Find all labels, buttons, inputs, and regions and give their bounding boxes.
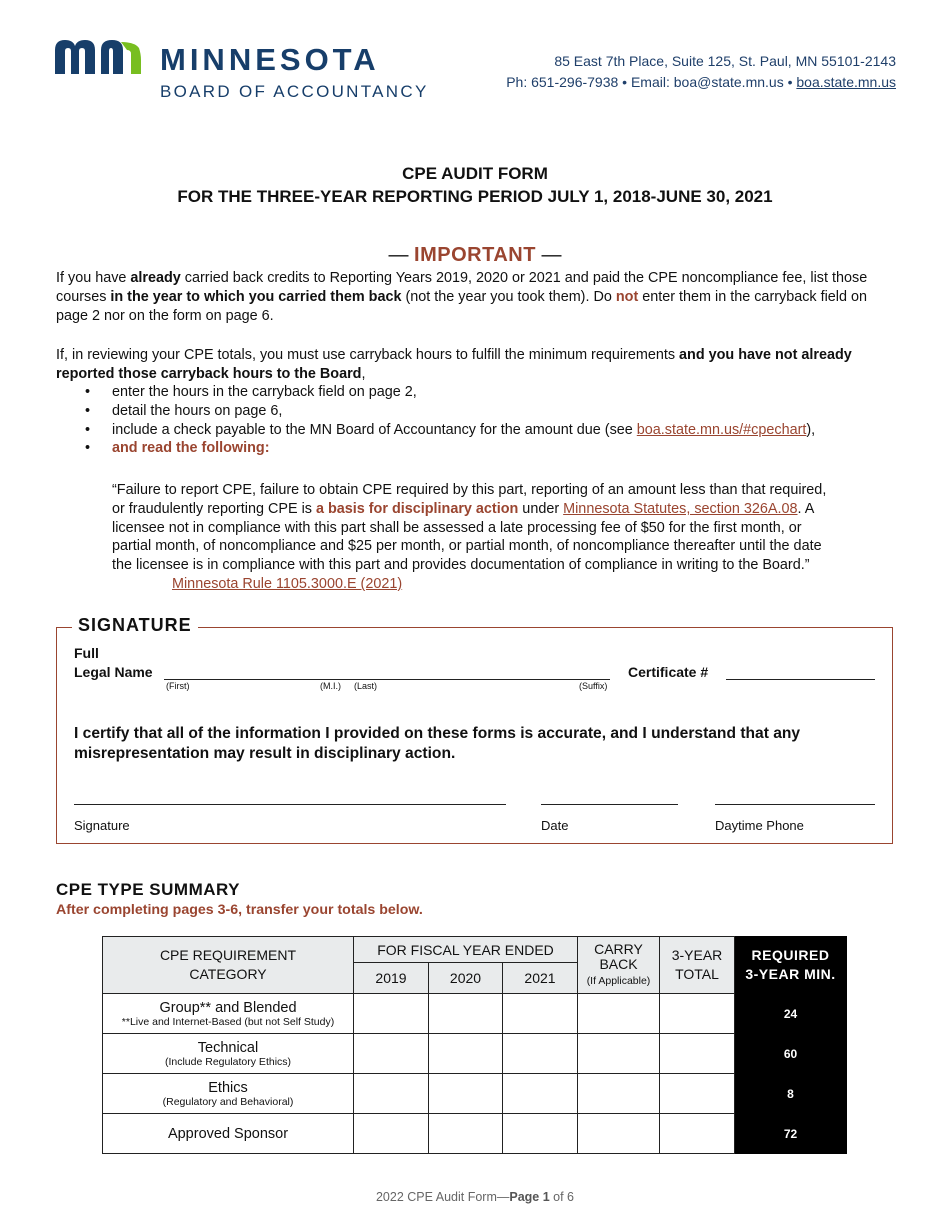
text-bold: already bbox=[130, 270, 181, 286]
hours-input[interactable] bbox=[429, 994, 503, 1034]
hours-input[interactable] bbox=[503, 994, 578, 1034]
mn-logo-icon bbox=[55, 38, 141, 74]
header-text: TOTAL bbox=[675, 966, 719, 982]
text: If, in reviewing your CPE totals, you must use carryback hours to fulfill the minimum requirements bbox=[56, 347, 680, 363]
header-text: (If Applicable) bbox=[586, 974, 651, 987]
hours-input[interactable] bbox=[578, 1114, 660, 1154]
org-subtitle: BOARD OF ACCOUNTANCY bbox=[160, 82, 429, 101]
hours-input[interactable] bbox=[503, 1034, 578, 1074]
text: (not the year you took them). Do bbox=[401, 288, 616, 305]
text: enter them in the carryback field on page 2 nor on the form on page 6. bbox=[56, 288, 868, 324]
category-cell bbox=[103, 994, 354, 1034]
certification-statement: I certify that all of the information I provided on these forms is accurate, and I understand that any misrepresentation may result in disciplinary action. bbox=[74, 725, 801, 762]
mi-hint: (M.I.) bbox=[320, 681, 341, 691]
category-note: (Regulatory and Behavioral) bbox=[162, 1095, 294, 1108]
header-text: REQUIRED bbox=[751, 947, 830, 963]
required-value: 24 bbox=[735, 994, 847, 1034]
text: “Failure to report CPE, failure to obtain CPE required by this part, reporting of an amount less than that required, or fraudulently reporting CPE is bbox=[112, 482, 827, 517]
header-text: CPE REQUIREMENT bbox=[159, 947, 297, 963]
required-value: 60 bbox=[735, 1034, 847, 1074]
dash-right: — bbox=[535, 244, 562, 266]
cpe-summary-table bbox=[102, 936, 847, 1154]
text: enter the hours in the carryback field on page 2, bbox=[112, 384, 417, 400]
cpe-chart-link[interactable]: boa.state.mn.us/#cpechart bbox=[636, 421, 807, 438]
text: include a check payable to the MN Board of Accountancy for the amount due (see bbox=[112, 421, 637, 438]
contact-text: Ph: 651-296-7938 • Email: boa@state.mn.us • bbox=[506, 74, 797, 90]
header-text: 3-YEAR bbox=[671, 947, 723, 963]
rule-link[interactable]: Minnesota Rule 1105.3000.E (2021) bbox=[172, 575, 403, 592]
important-label: IMPORTANT bbox=[414, 244, 536, 266]
header-text: CATEGORY bbox=[189, 966, 267, 982]
org-name: MINNESOTA bbox=[160, 42, 380, 77]
date-label: Date bbox=[541, 818, 569, 833]
hours-input[interactable] bbox=[354, 1114, 429, 1154]
page-footer bbox=[0, 1190, 950, 1204]
text-bold: a basis for disciplinary action bbox=[315, 500, 519, 517]
important-paragraph-1 bbox=[56, 269, 886, 325]
table-row bbox=[103, 1074, 847, 1114]
text: If you have bbox=[56, 270, 131, 286]
certificate-label: Certificate # bbox=[628, 664, 709, 680]
category-name: Ethics bbox=[208, 1079, 248, 1096]
list-item bbox=[85, 421, 905, 440]
year-header: 2019 bbox=[354, 963, 429, 994]
address: 85 East 7th Place, Suite 125, St. Paul, MN 55101-2143 bbox=[554, 53, 896, 69]
category-name: Group** and Blended bbox=[159, 999, 297, 1016]
required-header bbox=[735, 937, 847, 994]
important-paragraph-2 bbox=[56, 346, 876, 384]
table-row bbox=[103, 1114, 847, 1154]
phone-label: Daytime Phone bbox=[715, 818, 804, 833]
contact-line bbox=[506, 74, 896, 90]
hours-input[interactable] bbox=[578, 1034, 660, 1074]
category-name: Technical bbox=[197, 1039, 259, 1056]
hours-input[interactable] bbox=[578, 994, 660, 1034]
hours-input[interactable] bbox=[503, 1114, 578, 1154]
list-item bbox=[85, 402, 905, 421]
page-number: Page 1 bbox=[509, 1190, 550, 1204]
first-hint: (First) bbox=[166, 681, 190, 691]
rule-quote bbox=[112, 481, 842, 594]
list-item bbox=[85, 383, 905, 402]
total-input[interactable] bbox=[660, 1114, 735, 1154]
hours-input[interactable] bbox=[429, 1114, 503, 1154]
carryback-header bbox=[578, 937, 660, 994]
footer-text: 2022 CPE Audit Form— bbox=[375, 1190, 510, 1204]
full-label: Full bbox=[74, 645, 99, 661]
required-value: 8 bbox=[735, 1074, 847, 1114]
website-link[interactable]: boa.state.mn.us bbox=[796, 74, 896, 90]
last-hint: (Last) bbox=[354, 681, 378, 691]
footer-text: of 6 bbox=[549, 1190, 575, 1204]
hours-input[interactable] bbox=[503, 1074, 578, 1114]
hours-input[interactable] bbox=[354, 1034, 429, 1074]
signature-heading: SIGNATURE bbox=[72, 615, 198, 636]
year-header: 2021 bbox=[503, 963, 578, 994]
hours-input[interactable] bbox=[578, 1074, 660, 1114]
table-row bbox=[103, 994, 847, 1034]
text: . A licensee not in compliance with this part shall be assessed a late processing fee of $50 for the first month, or partial month, of noncompliance and $25 per month, or partial month, of noncompliance thereafter until the date the licensee is in compliance with this part and provides documentation of compliance in writing to the Board.” bbox=[112, 500, 822, 574]
total-input[interactable] bbox=[660, 1034, 735, 1074]
header-text: 3-YEAR MIN. bbox=[745, 966, 836, 982]
text: detail the hours on page 6, bbox=[112, 402, 283, 419]
phone-field[interactable] bbox=[715, 804, 875, 805]
category-cell bbox=[103, 1034, 354, 1074]
text-bold: and you have not already reported those carryback hours to the Board bbox=[56, 347, 852, 382]
year-header: 2020 bbox=[429, 963, 503, 994]
signature-field[interactable] bbox=[74, 804, 506, 805]
total-header bbox=[660, 937, 735, 994]
fiscal-year-header: FOR FISCAL YEAR ENDED bbox=[354, 937, 578, 963]
category-name: Approved Sponsor bbox=[167, 1125, 289, 1142]
summary-subtitle: After completing pages 3-6, transfer your totals below. bbox=[56, 902, 423, 918]
category-cell bbox=[103, 1074, 354, 1114]
legal-name-field[interactable] bbox=[164, 679, 610, 680]
certificate-field[interactable] bbox=[726, 679, 875, 680]
date-field[interactable] bbox=[541, 804, 678, 805]
text-bold: in the year to which you carried them back bbox=[110, 288, 402, 305]
hours-input[interactable] bbox=[429, 1074, 503, 1114]
list-item bbox=[85, 439, 905, 458]
header-text: BACK bbox=[599, 955, 638, 972]
header-text: CARRY bbox=[594, 940, 643, 957]
category-note: (Include Regulatory Ethics) bbox=[164, 1055, 292, 1068]
instruction-list bbox=[85, 383, 905, 458]
category-header bbox=[103, 937, 354, 994]
dash-left: — bbox=[388, 244, 415, 266]
statute-link[interactable]: Minnesota Statutes, section 326A.08 bbox=[563, 500, 798, 517]
hours-input[interactable] bbox=[354, 994, 429, 1034]
text: carried back credits to Reporting Years 2019, 2020 or 2021 and paid the CPE noncompliance fee, list those courses bbox=[56, 270, 868, 305]
table-row bbox=[103, 1034, 847, 1074]
summary-title: CPE TYPE SUMMARY bbox=[56, 880, 241, 899]
text: ), bbox=[806, 421, 816, 438]
hours-input[interactable] bbox=[354, 1074, 429, 1114]
text-bold: not bbox=[615, 288, 639, 305]
text: under bbox=[518, 500, 564, 517]
total-input[interactable] bbox=[660, 1074, 735, 1114]
form-period: FOR THE THREE-YEAR REPORTING PERIOD JULY 1, 2018-JUNE 30, 2021 bbox=[177, 187, 773, 206]
total-input[interactable] bbox=[660, 994, 735, 1034]
required-value: 72 bbox=[735, 1114, 847, 1154]
important-heading bbox=[0, 244, 950, 267]
text-bold: and read the following: bbox=[112, 440, 270, 457]
category-note: **Live and Internet-Based (but not Self Study) bbox=[121, 1015, 335, 1028]
category-cell bbox=[103, 1114, 354, 1154]
suffix-hint: (Suffix) bbox=[579, 681, 608, 691]
text: , bbox=[361, 365, 366, 382]
hours-input[interactable] bbox=[429, 1034, 503, 1074]
form-title: CPE AUDIT FORM bbox=[402, 164, 548, 183]
signature-label: Signature bbox=[74, 818, 130, 833]
legal-name-label: Legal Name bbox=[74, 664, 153, 680]
